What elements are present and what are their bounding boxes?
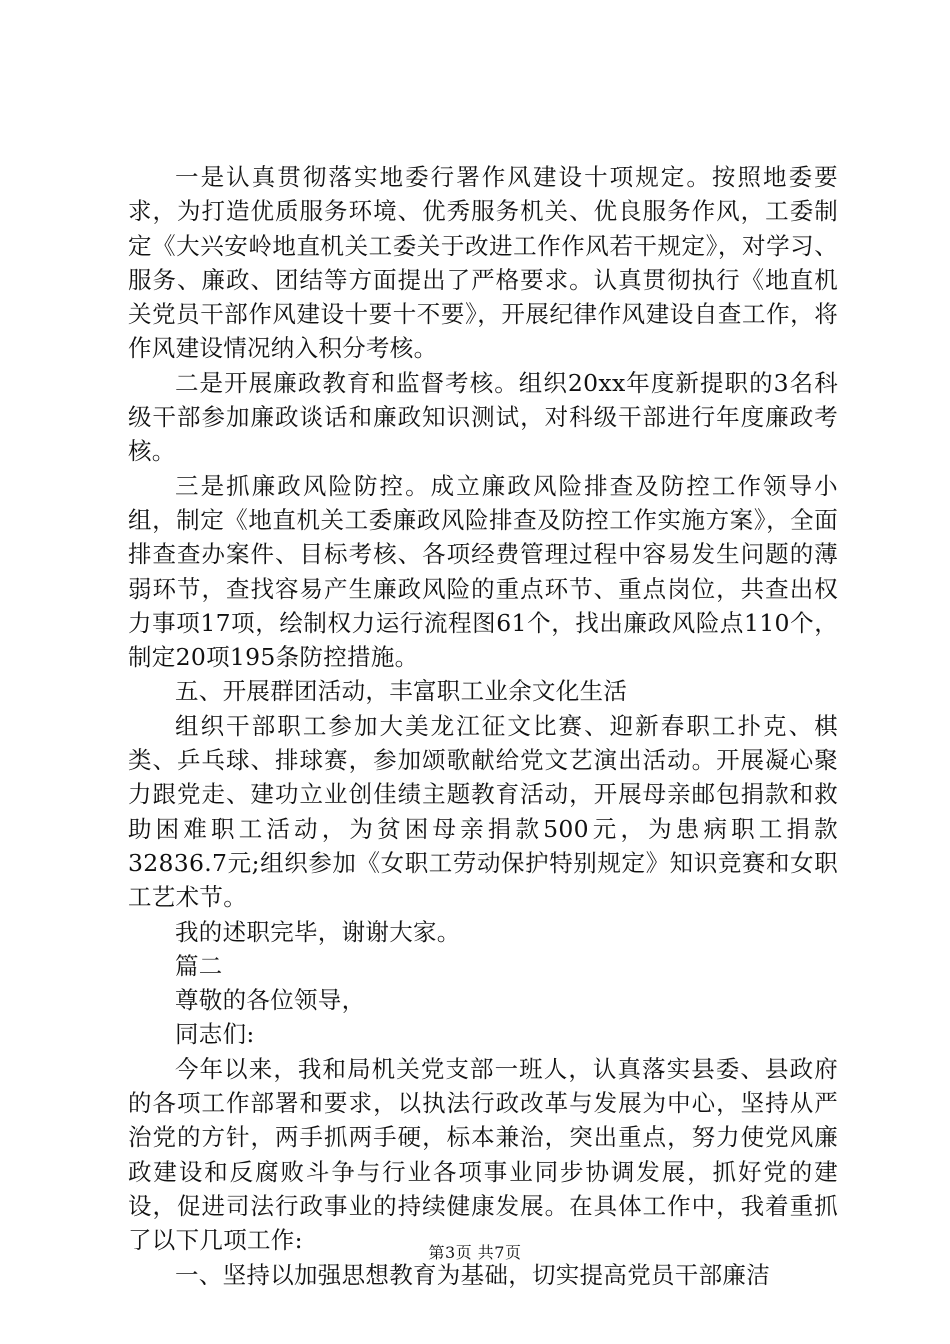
paragraph-risk-control: 三是抓廉政风险防控。成立廉政风险排查及防控工作领导小组，制定《地直机关工委廉政风险排查及防控工作实施方案》，全面排查查办案件、目标考核、各项经费管理过程中容易发生问题的薄弱环节，查找容易产生廉政风险的重点环节、重点岗位，共查出权力事项17项，绘制权力运行流程图61个，找出廉政风险点110个，制定20项195条防控措施。 [128,471,838,672]
paragraph-integrity-education: 二是开展廉政教育和监督考核。组织20xx年度新提职的3名科级干部参加廉政谈话和廉政知识测试，对科级干部进行年度廉政考核。 [128,368,838,466]
salutation-leaders: 尊敬的各位领导， [175,986,366,1015]
page-number: 第3页 共7页 [428,1243,522,1262]
paragraph-intro: 今年以来，我和局机关党支部一班人，认真落实县委、县政府的各项工作部署和要求，以执法行政改革与发展为中心，坚持从严治党的方针，两手抓两手硬，标本兼治，突出重点，努力使党风廉政建设和反腐败斗争与行业各项事业同步协调发展，抓好党的建设，促进司法行政事业的持续健康发展。在具体工作中，我着重抓了以下几项工作: [128,1054,838,1255]
paragraph-style-rules: 一是认真贯彻落实地委行署作风建设十项规定。按照地委要求，为打造优质服务环境、优秀服务机关、优良服务作风，工委制定《大兴安岭地直机关工委关于改进工作作风若干规定》，对学习、服务、廉政、团结等方面提出了严格要求。认真贯彻执行《地直机关党员干部作风建设十要十不要》，开展纪律作风建设自查工作，将作风建设情况纳入积分考核。 [128,163,838,363]
section-heading-group-activities: 五、开展群团活动，丰富职工业余文化生活 [175,677,628,706]
paragraph-first-point: 一、坚持以加强思想教育为基础，切实提高党员干部廉洁 [175,1260,770,1289]
page-footer [0,1243,950,1263]
document-body [128,160,838,1292]
paragraph-group-activities: 组织干部职工参加大美龙江征文比赛、迎新春职工扑克、棋类、乒乓球、排球赛，参加颂歌献给党文艺演出活动。开展凝心聚力跟党走、建功立业创佳绩主题教育活动，开展母亲邮包捐款和救助困难职工活动，为贫困母亲捐款500元，为患病职工捐款32836.7元;组织参加《女职工劳动保护特别规定》知识竞赛和女职工艺术节。 [128,711,838,912]
part-heading: 篇二 [175,951,223,980]
paragraph-closing: 我的述职完毕，谢谢大家。 [175,917,461,946]
salutation-comrades: 同志们: [175,1020,255,1049]
